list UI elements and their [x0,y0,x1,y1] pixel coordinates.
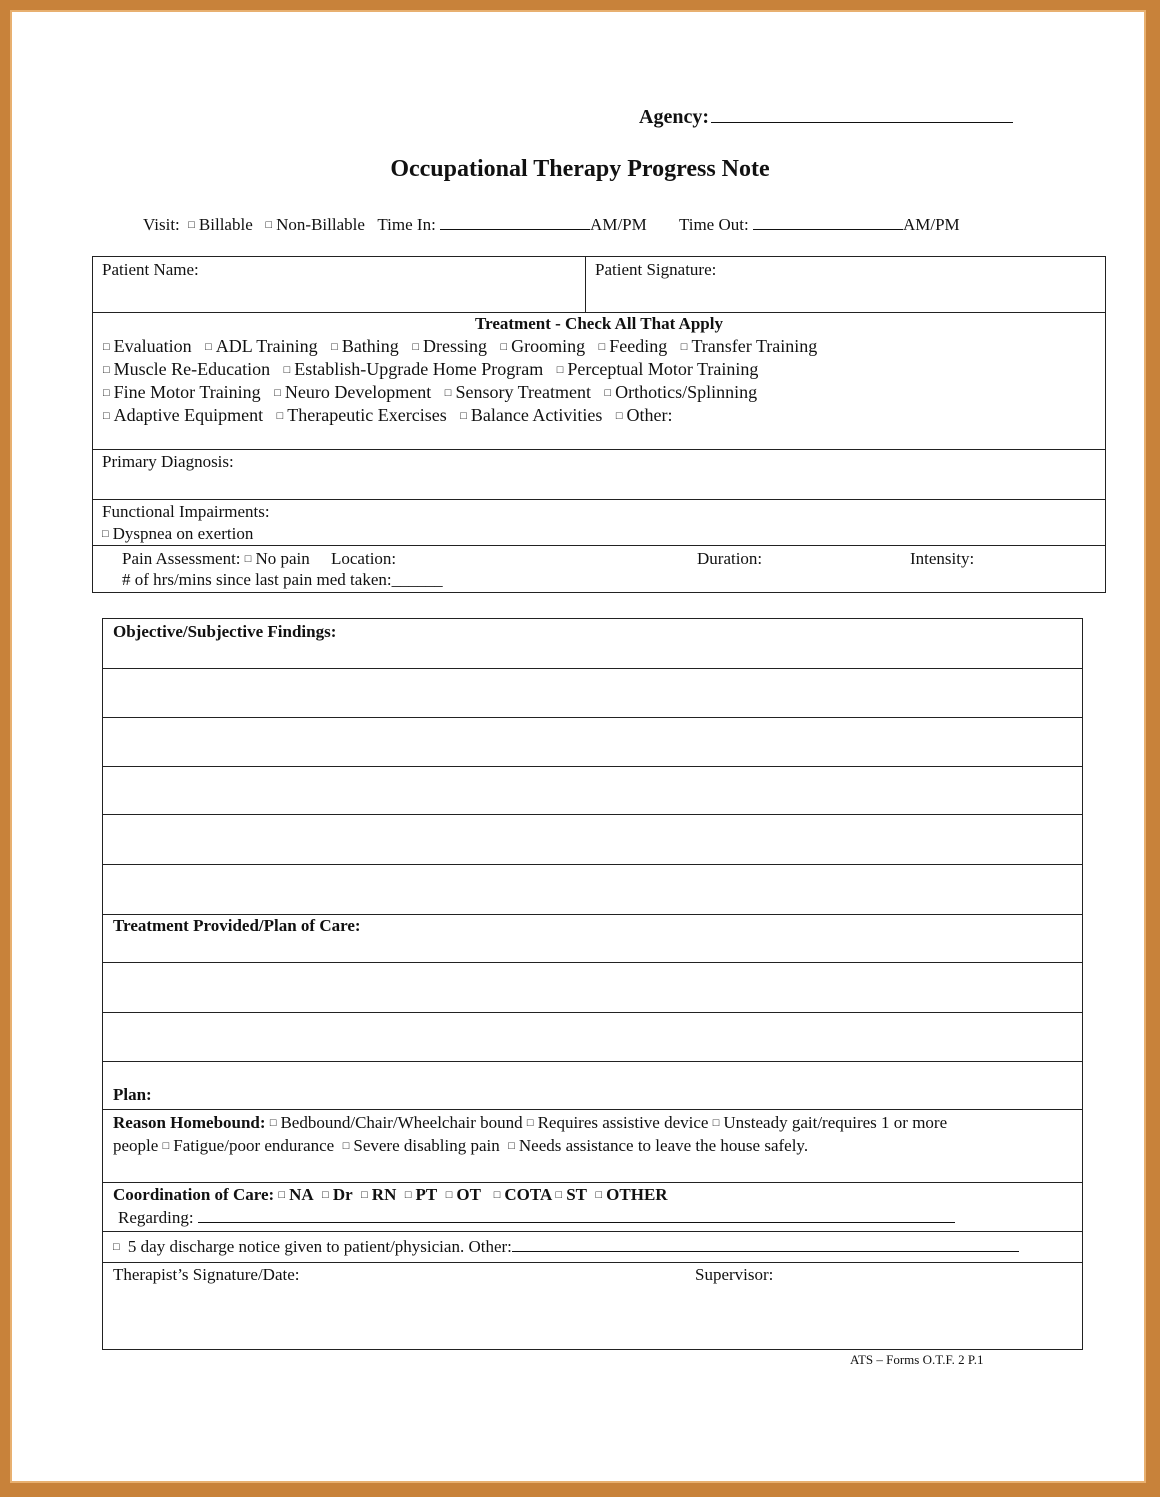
visit-row [143,214,960,235]
unsteady-gait-checkbox[interactable]: □ Unsteady gait/requires 1 or more [713,1113,947,1132]
fine-motor-checkbox[interactable]: □ Fine Motor Training [103,382,261,402]
dyspnea-checkbox[interactable]: □ Dyspnea on exertion [102,524,253,544]
homebound-label: Reason Homebound: [113,1113,266,1132]
feeding-checkbox[interactable]: □ Feeding [599,336,668,356]
homebound-line-1 [113,1113,947,1133]
therapist-signature-label[interactable]: Therapist’s Signature/Date: [113,1265,300,1284]
writing-line[interactable] [103,914,1082,915]
divider [93,449,1105,450]
writing-line[interactable] [103,962,1082,963]
regarding-field[interactable] [198,1207,955,1223]
primary-diagnosis-label[interactable]: Primary Diagnosis: [102,452,234,471]
needs-assistance-checkbox[interactable]: □ Needs assistance to leave the house safely. [508,1136,808,1155]
objective-findings-label: Objective/Subjective Findings: [113,622,337,641]
other-checkbox[interactable]: □ Other: [616,405,673,425]
homebound-line-2 [113,1136,808,1156]
home-program-checkbox[interactable]: □ Establish-Upgrade Home Program [284,359,544,379]
divider [103,1262,1082,1263]
balance-activities-checkbox[interactable]: □ Balance Activities [460,405,602,425]
discharge-text: 5 day discharge notice given to patient/physician. Other: [127,1237,512,1256]
non-billable-checkbox[interactable]: □ Non-Billable [266,215,365,234]
form-page [10,10,1146,1483]
writing-line[interactable] [103,1012,1082,1013]
dressing-checkbox[interactable]: □ Dressing [412,336,487,356]
location-label[interactable]: Location: [331,549,397,568]
treatment-provided-label: Treatment Provided/Plan of Care: [113,916,361,935]
writing-line[interactable] [103,864,1082,865]
people-text: people [113,1136,159,1155]
intensity-label[interactable]: Intensity: [910,549,975,568]
cota-checkbox[interactable]: □ COTA [494,1185,552,1204]
discharge-checkbox[interactable] [113,1237,124,1256]
agency-label: Agency: [639,106,709,128]
agency-field[interactable] [639,104,1013,129]
patient-treatment-box [92,256,1106,593]
pain-assessment-row [122,549,396,569]
orthotics-checkbox[interactable]: □ Orthotics/Splinning [604,382,757,402]
treatment-heading: Treatment - Check All That Apply [475,314,723,333]
divider [103,1182,1082,1183]
coordination-row [113,1185,668,1205]
bedbound-checkbox[interactable]: □ Bedbound/Chair/Wheelchair bound [270,1113,523,1132]
discharge-row [113,1236,1019,1257]
neuro-development-checkbox[interactable]: □ Neuro Development [274,382,431,402]
pt-checkbox[interactable]: □ PT [405,1185,437,1204]
time-out-label: Time Out: [678,215,749,234]
pain-assessment-label: Pain Assessment: [122,549,241,568]
severe-pain-checkbox[interactable]: □ Severe disabling pain [343,1136,500,1155]
regarding-label: Regarding: [118,1208,194,1227]
assistive-device-checkbox[interactable]: □ Requires assistive device [527,1113,709,1132]
no-pain-checkbox[interactable]: □ No pain [245,549,310,568]
time-in-field[interactable] [440,214,590,230]
divider [93,545,1105,546]
visit-label: Visit: [143,215,180,234]
rn-checkbox[interactable]: □ RN [361,1185,396,1204]
perceptual-motor-checkbox[interactable]: □ Perceptual Motor Training [557,359,759,379]
other-option-checkbox[interactable]: □ OTHER [596,1185,668,1204]
time-in-ampm: AM/PM [590,215,647,234]
form-footer-code: ATS – Forms O.T.F. 2 P.1 [850,1352,984,1367]
writing-line[interactable] [103,766,1082,767]
time-in-label: Time In: [377,215,436,234]
evaluation-checkbox[interactable]: □ Evaluation [103,336,192,356]
supervisor-label[interactable]: Supervisor: [695,1265,774,1284]
adl-training-checkbox[interactable]: □ ADL Training [205,336,318,356]
patient-name-label[interactable]: Patient Name: [102,260,199,279]
ot-checkbox[interactable]: □ OT [446,1185,481,1204]
na-checkbox[interactable]: □ NA [278,1185,313,1204]
transfer-training-checkbox[interactable]: □ Transfer Training [681,336,818,356]
muscle-re-education-checkbox[interactable]: □ Muscle Re-Education [103,359,270,379]
divider [93,499,1105,500]
functional-impairments-label: Functional Impairments: [102,502,270,521]
fatigue-checkbox[interactable]: □ Fatigue/poor endurance [163,1136,335,1155]
pain-med-line[interactable]: # of hrs/mins since last pain med taken:______ [122,570,443,589]
time-out-ampm: AM/PM [902,215,960,234]
discharge-other-field[interactable] [512,1236,1019,1252]
treatment-row-3 [103,382,757,403]
time-out-field[interactable] [753,214,903,230]
sensory-treatment-checkbox[interactable]: □ Sensory Treatment [445,382,591,402]
divider [93,312,1105,313]
bathing-checkbox[interactable]: □ Bathing [331,336,399,356]
writing-line[interactable] [103,1061,1082,1062]
patient-signature-label[interactable]: Patient Signature: [595,260,717,279]
dr-checkbox[interactable]: □ Dr [322,1185,352,1204]
adaptive-equipment-checkbox[interactable]: □ Adaptive Equipment [103,405,263,425]
writing-line[interactable] [103,814,1082,815]
therapeutic-exercises-checkbox[interactable]: □ Therapeutic Exercises [277,405,447,425]
duration-label[interactable]: Duration: [697,549,763,568]
billable-checkbox[interactable]: □ Billable [188,215,252,234]
agency-blank[interactable] [711,104,1013,123]
plan-label: Plan: [113,1085,152,1104]
treatment-row-2 [103,359,758,380]
coordination-label: Coordination of Care: [113,1185,275,1204]
divider [103,1231,1082,1232]
writing-line[interactable] [103,668,1082,669]
writing-line[interactable] [103,717,1082,718]
regarding-row [118,1207,955,1228]
findings-box [102,618,1083,1350]
treatment-row-1 [103,336,817,357]
divider [585,257,586,312]
divider [103,1109,1082,1110]
treatment-row-4 [103,405,672,426]
st-checkbox[interactable]: □ ST [556,1185,587,1204]
grooming-checkbox[interactable]: □ Grooming [500,336,585,356]
form-title: Occupational Therapy Progress Note [390,156,770,182]
